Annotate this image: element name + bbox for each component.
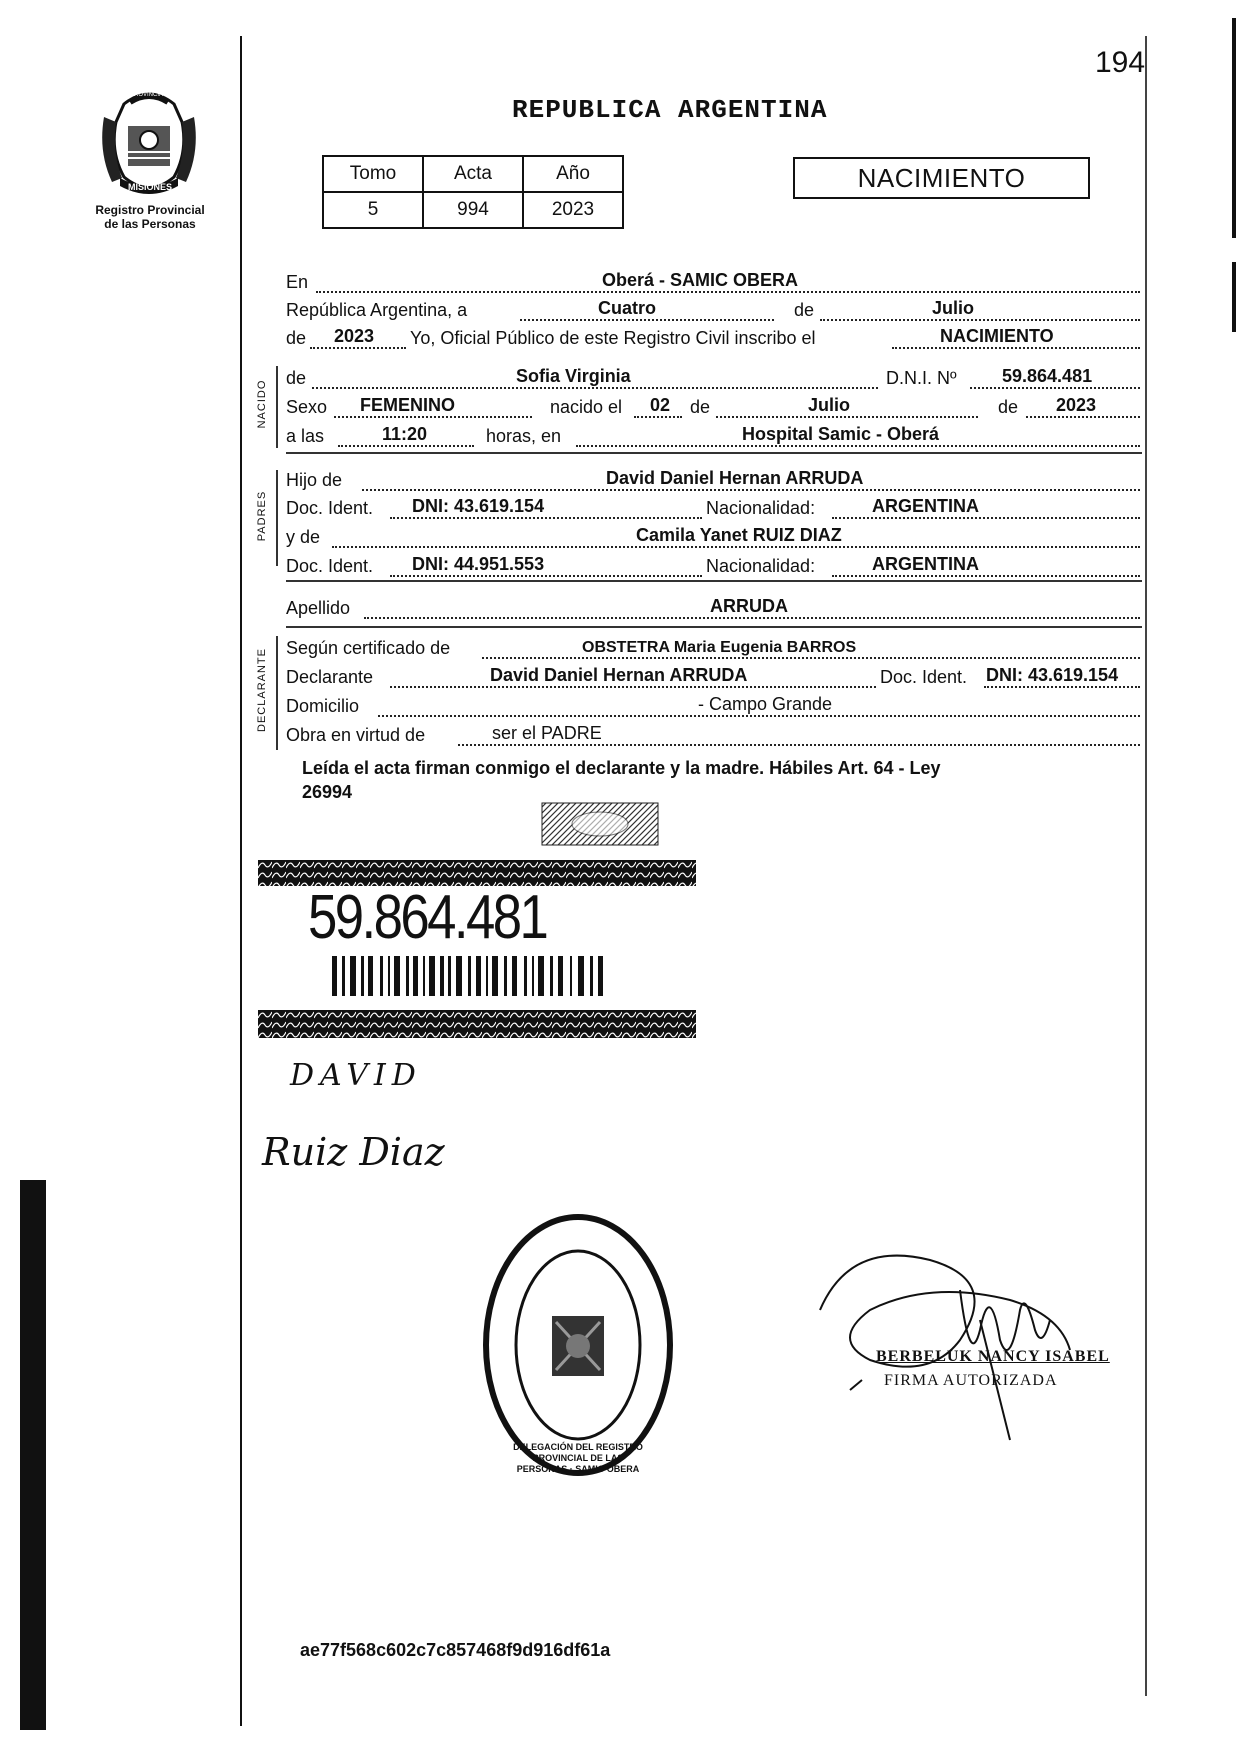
act-table-value-ano: 2023: [523, 192, 623, 228]
act-type-box: NACIMIENTO: [793, 157, 1090, 199]
row-apellido: [286, 592, 1142, 621]
domicilio-value: - Campo Grande: [698, 694, 833, 714]
nacido-bar: [276, 366, 278, 448]
divider-nacido: [286, 452, 1142, 454]
row-domicilio: [286, 690, 1142, 719]
row-padre-doc: [286, 492, 1142, 521]
logo-text-bottom: MISIONES: [128, 182, 173, 192]
row-en: [286, 266, 1142, 295]
certificado-label: Según certificado de: [286, 638, 451, 658]
y-de-label: y de: [286, 527, 321, 547]
de-label: de: [794, 300, 815, 320]
registry-caption-line2: de las Personas: [104, 217, 196, 231]
seal-text: DELEGACIÓN DEL REGISTRO PROVINCIAL DE LAS PERSONAS · SAMIC OBERA: [513, 1442, 643, 1474]
logo-text-top: PROVINCIA DE: [130, 92, 173, 98]
official-name: BERBELUK NANCY ISABEL: [876, 1348, 1110, 1365]
mother-signature: Ruiz Diaz: [262, 1130, 445, 1174]
security-stamp: [540, 797, 660, 849]
sexo-value: FEMENINO: [360, 395, 456, 415]
birth-year-label: de: [998, 397, 1019, 417]
en-label: En: [286, 272, 309, 292]
left-edge-bar: [20, 1180, 46, 1730]
right-margin-line: [1145, 36, 1147, 1696]
row-hora: [286, 420, 1142, 449]
section-nacido: NACIDO: [256, 379, 268, 429]
obra-label: Obra en virtud de: [286, 725, 426, 745]
year-value: 2023: [334, 326, 375, 346]
act-table-header-tomo: Tomo: [323, 156, 423, 192]
row-certificado: [286, 632, 1142, 661]
row-sexo: [286, 391, 1142, 420]
en-value: Oberá - SAMIC OBERA: [602, 270, 799, 290]
madre-doc-label: Doc. Ident.: [286, 556, 374, 576]
madre-nac: ARGENTINA: [872, 554, 979, 574]
hijo-label: Hijo de: [286, 470, 343, 490]
nombre-value: Sofia Virginia: [516, 366, 631, 386]
birth-month: Julio: [808, 395, 851, 415]
padre-nac: ARGENTINA: [872, 496, 979, 516]
birth-de-label: de: [690, 397, 711, 417]
act-table: [322, 155, 624, 229]
declarante-label: Declarante: [286, 667, 374, 687]
padre-doc-label: Doc. Ident.: [286, 498, 374, 518]
madre-value: Camila Yanet RUIZ DIAZ: [636, 525, 842, 545]
authorized-signature: [810, 1220, 1110, 1450]
official-seal: [478, 1210, 678, 1480]
act-table-header-ano: Año: [523, 156, 623, 192]
left-margin-line: [240, 36, 242, 1726]
declarante-doc-label: Doc. Ident.: [880, 667, 968, 687]
row-madre: [286, 521, 1142, 550]
apellido-label: Apellido: [286, 598, 351, 618]
a-las-label: a las: [286, 426, 325, 446]
act-table-value-tomo: 5: [323, 192, 423, 228]
row-padre: [286, 464, 1142, 493]
closing-text: [302, 756, 1142, 804]
apellido-value: ARRUDA: [710, 596, 788, 616]
act-table-value-acta: 994: [423, 192, 523, 228]
country-title: REPUBLICA ARGENTINA: [512, 95, 828, 125]
dni-value: 59.864.481: [1002, 366, 1093, 386]
document-hash: ae77f568c602c7c857468f9d916df61a: [300, 1640, 611, 1660]
republica-label: República Argentina, a: [286, 300, 468, 320]
month-value: Julio: [932, 298, 975, 318]
birth-year: 2023: [1056, 395, 1097, 415]
act-table-header-acta: Acta: [423, 156, 523, 192]
declarante-doc: DNI: 43.619.154: [986, 665, 1119, 685]
registry-caption-line1: Registro Provincial: [95, 203, 205, 217]
madre-doc: DNI: 44.951.553: [412, 554, 545, 574]
registry-caption: [80, 203, 220, 231]
barcode-number: 59.864.481: [308, 883, 547, 952]
divider-apellido: [286, 626, 1142, 628]
domicilio-label: Domicilio: [286, 696, 360, 716]
lugar-value: Hospital Samic - Oberá: [742, 424, 940, 444]
certificado-value: OBSTETRA Maria Eugenia BARROS: [582, 639, 857, 656]
horas-en-label: horas, en: [486, 426, 562, 446]
row-inscribo: [286, 322, 1142, 351]
nombre-label: de: [286, 368, 307, 388]
provincial-logo: [94, 82, 204, 202]
father-signature: DAVID: [290, 1058, 422, 1093]
page-number: 194: [1095, 46, 1146, 79]
divider-padres: [286, 580, 1142, 582]
madre-nac-label: Nacionalidad:: [706, 556, 816, 576]
birth-day: 02: [650, 395, 671, 415]
row-declarante: [286, 661, 1142, 690]
closing-line1: Leída el acta firman conmigo el declarante y la madre. Hábiles Art. 64 - Ley: [302, 758, 941, 778]
inscribo-value: NACIMIENTO: [940, 326, 1054, 346]
row-nombre: [286, 362, 1142, 391]
row-madre-doc: [286, 550, 1142, 579]
padre-doc: DNI: 43.619.154: [412, 496, 545, 516]
inscribo-text: Yo, Oficial Público de este Registro Civil inscribo el: [410, 328, 816, 348]
padre-nac-label: Nacionalidad:: [706, 498, 816, 518]
obra-value: ser el PADRE: [492, 723, 602, 743]
right-edge-bar-mid: [1232, 262, 1236, 332]
closing-line2: 26994: [302, 782, 353, 802]
declarante-bar: [276, 636, 278, 750]
sexo-label: Sexo: [286, 397, 328, 417]
row-obra: [286, 719, 1142, 748]
padre-value: David Daniel Hernan ARRUDA: [606, 468, 864, 488]
declarante-value: David Daniel Hernan ARRUDA: [490, 665, 748, 685]
section-padres: PADRES: [256, 490, 268, 542]
section-declarante: DECLARANTE: [256, 648, 268, 732]
padres-bar: [276, 470, 278, 566]
year-prefix: de: [286, 328, 307, 348]
right-edge-bar-top: [1232, 18, 1236, 238]
official-title: FIRMA AUTORIZADA: [884, 1372, 1058, 1389]
hora-value: 11:20: [382, 424, 428, 444]
row-fecha: [286, 294, 1142, 323]
day-value: Cuatro: [598, 298, 656, 318]
dni-label: D.N.I. Nº: [886, 368, 957, 388]
nacido-label: nacido el: [550, 397, 623, 417]
